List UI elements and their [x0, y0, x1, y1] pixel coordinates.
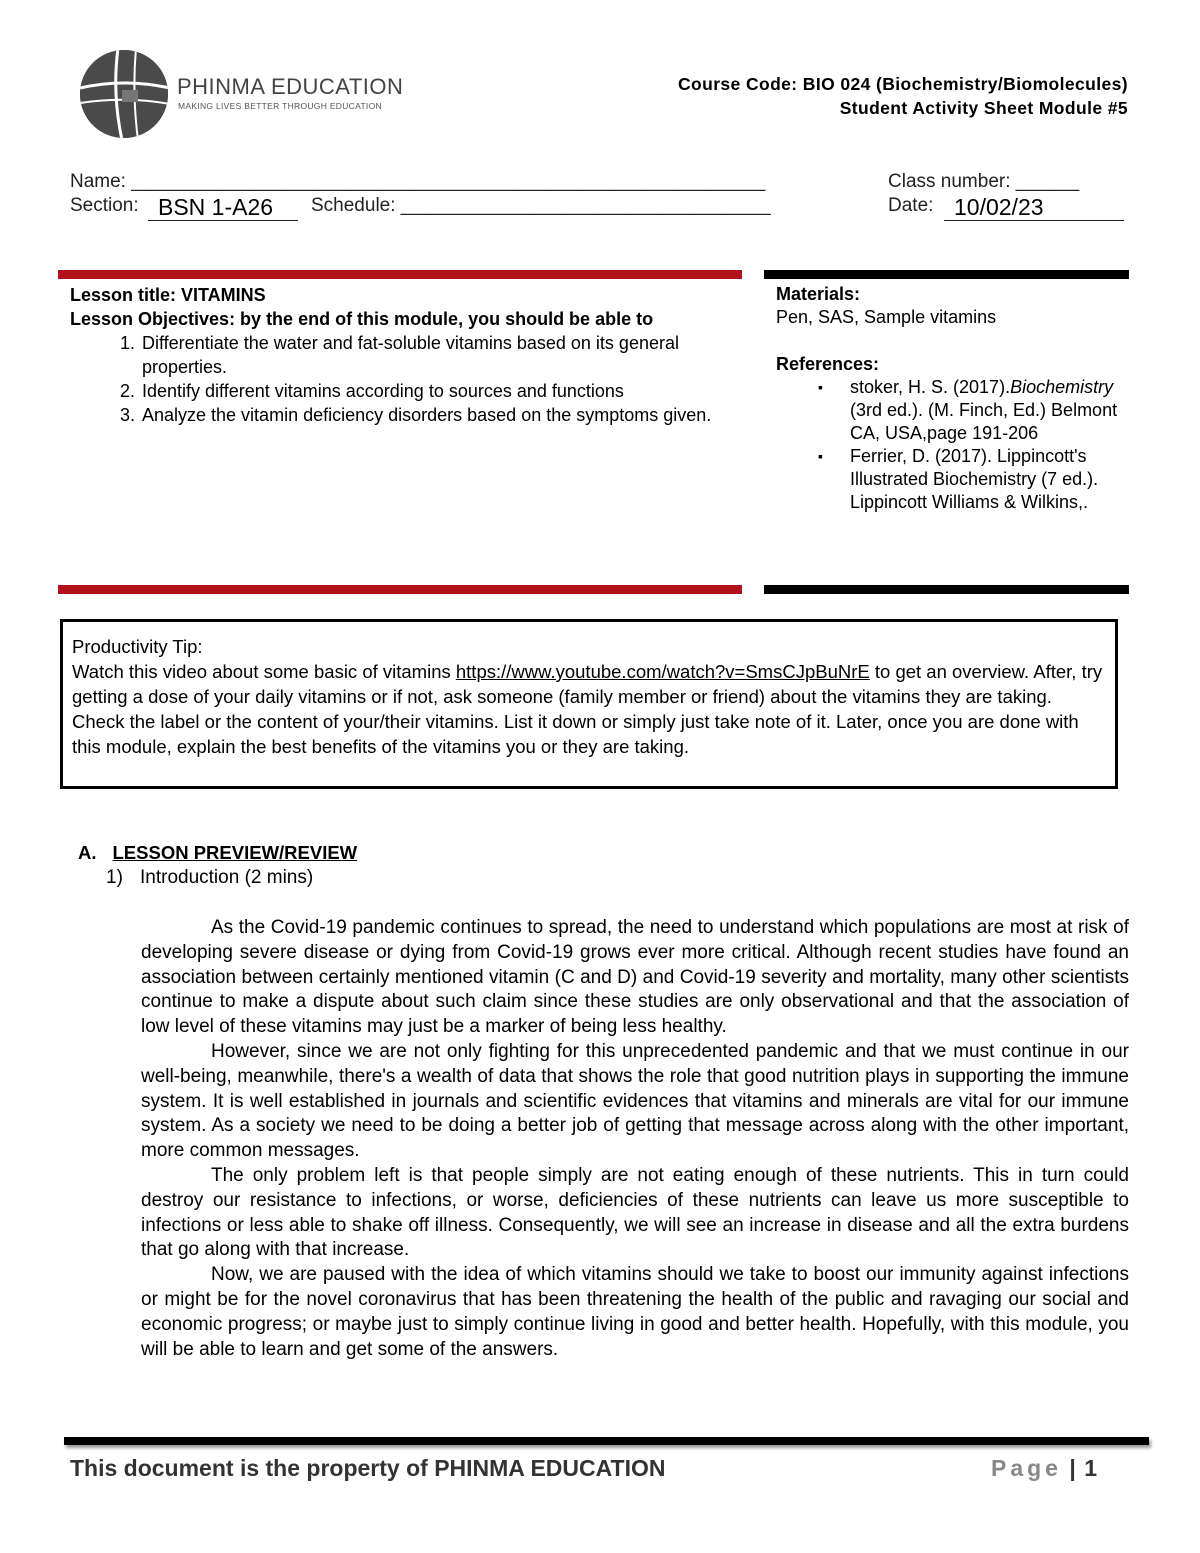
section-a-heading [78, 842, 357, 864]
references-heading: References: [776, 354, 880, 374]
module-title: Student Activity Sheet Module #5 [839, 98, 1128, 118]
date-field[interactable] [944, 193, 1124, 221]
course-code: Course Code: BIO 024 (Biochemistry/Biomolecules) [677, 74, 1128, 94]
intro-label: Introduction (2 mins) [140, 867, 314, 888]
logo-name: PHINMA EDUCATION [177, 74, 404, 99]
objective-item: 3. Analyze the vitamin deficiency disorders based on the symptoms given. [140, 403, 730, 427]
references-list [776, 376, 1126, 514]
class-number-line [888, 171, 1079, 193]
name-label: Name: [70, 171, 126, 192]
materials-top-bar [764, 270, 1129, 279]
phinma-emblem-icon [78, 48, 170, 140]
materials-block [776, 283, 1126, 514]
paragraph: However, since we are not only fighting for this unprecedented pandemic and that we must continue in our well-being, meanwhile, there's a wealth of data that shows the role that good nutrition plays in supporting the immune system. It is well established in journals and scientific evidences that vitamins and minerals are vital for our immune system. As a society we need to be doing a better job of getting that message across along with the other important, more common messages. [141, 1040, 1129, 1162]
section-field[interactable] [148, 193, 298, 221]
reference-item: ▪ stoker, H. S. (2017).Biochemistry (3rd ed.). (M. Finch, Ed.) Belmont CA, USA,page 191-206 [850, 376, 1126, 445]
schedule-label: Schedule: [311, 195, 396, 216]
introduction-body [141, 916, 1129, 1362]
materials-heading: Materials: [776, 284, 861, 304]
section-label: Section: [70, 195, 139, 216]
footer-property: This document is the property of PHINMA EDUCATION [70, 1455, 666, 1481]
class-number-label: Class number: [888, 171, 1011, 192]
intro-item [106, 867, 313, 889]
section-value: BSN 1-A26 [158, 194, 274, 220]
intro-number: 1) [106, 867, 123, 888]
date-label: Date: [888, 195, 934, 216]
name-blank[interactable]: ____________________________________________________________ [131, 171, 766, 192]
schedule-blank[interactable]: ___________________________________ [400, 195, 771, 216]
objectives-list [70, 331, 730, 427]
lesson-bottom-bar [58, 585, 742, 594]
class-number-blank[interactable]: ______ [1015, 171, 1080, 192]
paragraph: The only problem left is that people simply are not eating enough of these nutrients. This in turn could destroy our resistance to infections, or worse, deficiencies of these nutrients can leave us more susceptible to infections or less able to shake off illness. Consequently, we will see an increase in disease and all the extra burdens that go along with that increase. [141, 1164, 1129, 1261]
lesson-top-bar [58, 270, 742, 279]
phinma-logo [78, 48, 404, 138]
materials-items: Pen, SAS, Sample vitamins [776, 307, 997, 327]
reference-item: ▪ Ferrier, D. (2017). Lippincott's Illustrated Biochemistry (7 ed.). Lippincott Williams & Wilkins,. [850, 445, 1126, 514]
lesson-title: Lesson title: VITAMINS [70, 285, 266, 305]
page-number: 1 [1084, 1455, 1098, 1481]
name-line [70, 171, 765, 193]
page-separator: | [1069, 1455, 1077, 1481]
tip-heading: Productivity Tip: [72, 636, 203, 657]
section-title: LESSON PREVIEW/REVIEW [112, 842, 358, 863]
video-link[interactable]: https://www.youtube.com/watch?v=SmsCJpBuNrE [455, 661, 870, 682]
date-value: 10/02/23 [954, 194, 1044, 220]
lesson-objectives-heading: Lesson Objectives: by the end of this module, you should be able to [70, 309, 654, 329]
productivity-tip-box [60, 619, 1118, 789]
objective-item: 2. Identify different vitamins according to sources and functions [140, 379, 730, 403]
paragraph: As the Covid-19 pandemic continues to spread, the need to understand which populations are most at risk of developing severe disease or dying from Covid-19 grows ever more critical. Although recent studies have found an association between certainly mentioned vitamin (C and D) and Covid-19 severity and mortality, many other scientists continue to make a dispute about such claim since these studies are only observational and that the association of low level of these vitamins may just be a marker of being less healthy. [141, 917, 1129, 1038]
footer-rule [64, 1437, 1149, 1445]
materials-bottom-bar [764, 585, 1129, 594]
tip-body: Watch this video about some basic of vitamins https://www.youtube.com/watch?v=SmsCJpBuNrE to get an overview. After, try getting a dose of your daily vitamins or if not, ask someone (family member or friend) about the vitamins they are taking. Check the label or the content of your/their vitamins. List it down or simply just take note of it. Later, once you are done with this module, explain the best benefits of the vitamins you or they are taking. [72, 661, 1103, 757]
objective-item: 1. Differentiate the water and fat-soluble vitamins based on its general properties. [140, 331, 730, 379]
logo-tagline: MAKING LIVES BETTER THROUGH EDUCATION [178, 101, 382, 111]
section-letter: A. [78, 842, 97, 863]
schedule-line [311, 195, 771, 217]
course-header [678, 72, 1128, 120]
page-label: Page [991, 1455, 1062, 1481]
footer-page [991, 1455, 1098, 1482]
lesson-block [70, 283, 730, 427]
paragraph: Now, we are paused with the idea of which vitamins should we take to boost our immunity against infections or might be for the novel coronavirus that has been threatening the health of the public and ravaging our social and economic progress; or maybe just to simply continue living in good and better health. Hopefully, with this module, you will be able to learn and get some of the answers. [141, 1264, 1129, 1360]
